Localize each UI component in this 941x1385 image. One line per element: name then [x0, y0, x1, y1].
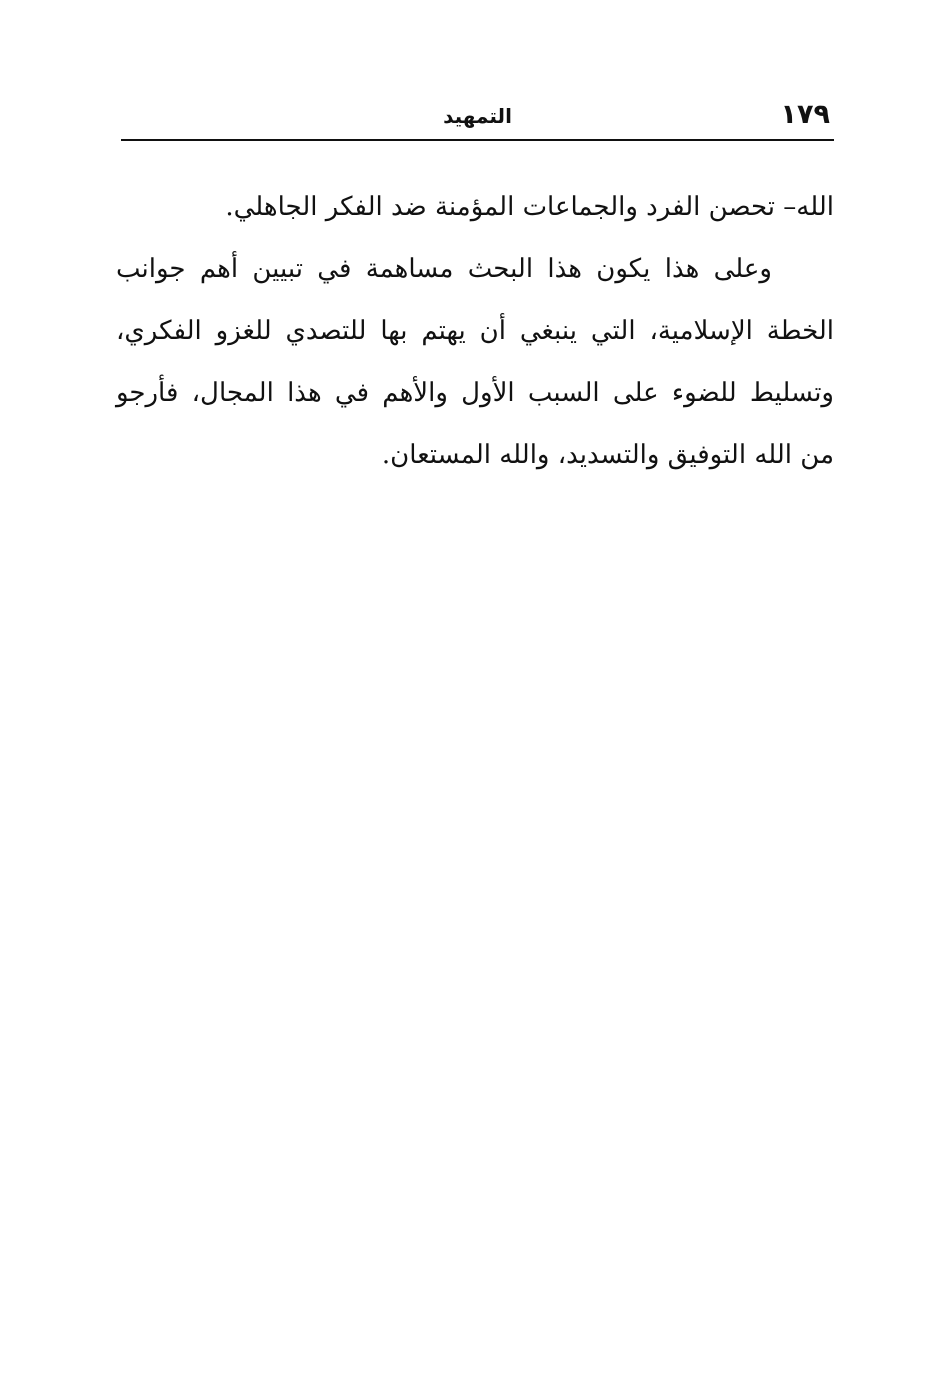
header-divider [121, 139, 834, 141]
text-line: من الله التوفيق والتسديد، والله المستعان. [381, 440, 834, 470]
paragraph-conclusion [116, 238, 834, 486]
paragraph-continuation [116, 176, 834, 238]
text-line: وعلى هذا يكون هذا البحث مساهمة في تبيين أهم جوانب [116, 254, 772, 284]
body-text [116, 176, 834, 486]
text-line: الخطة الإسلامية، التي ينبغي أن يهتم بها للتصدي للغزو الفكري، [116, 316, 834, 346]
text-line: الله– تحصن الفرد والجماعات المؤمنة ضد الفكر الجاهلي. [225, 192, 834, 222]
page-number: ١٧٩ [780, 99, 830, 130]
text-line: وتسليط للضوء على السبب الأول والأهم في هذا المجال، فأرجو [116, 378, 834, 408]
chapter-title: التمهيد [443, 104, 512, 128]
running-header [121, 92, 834, 138]
